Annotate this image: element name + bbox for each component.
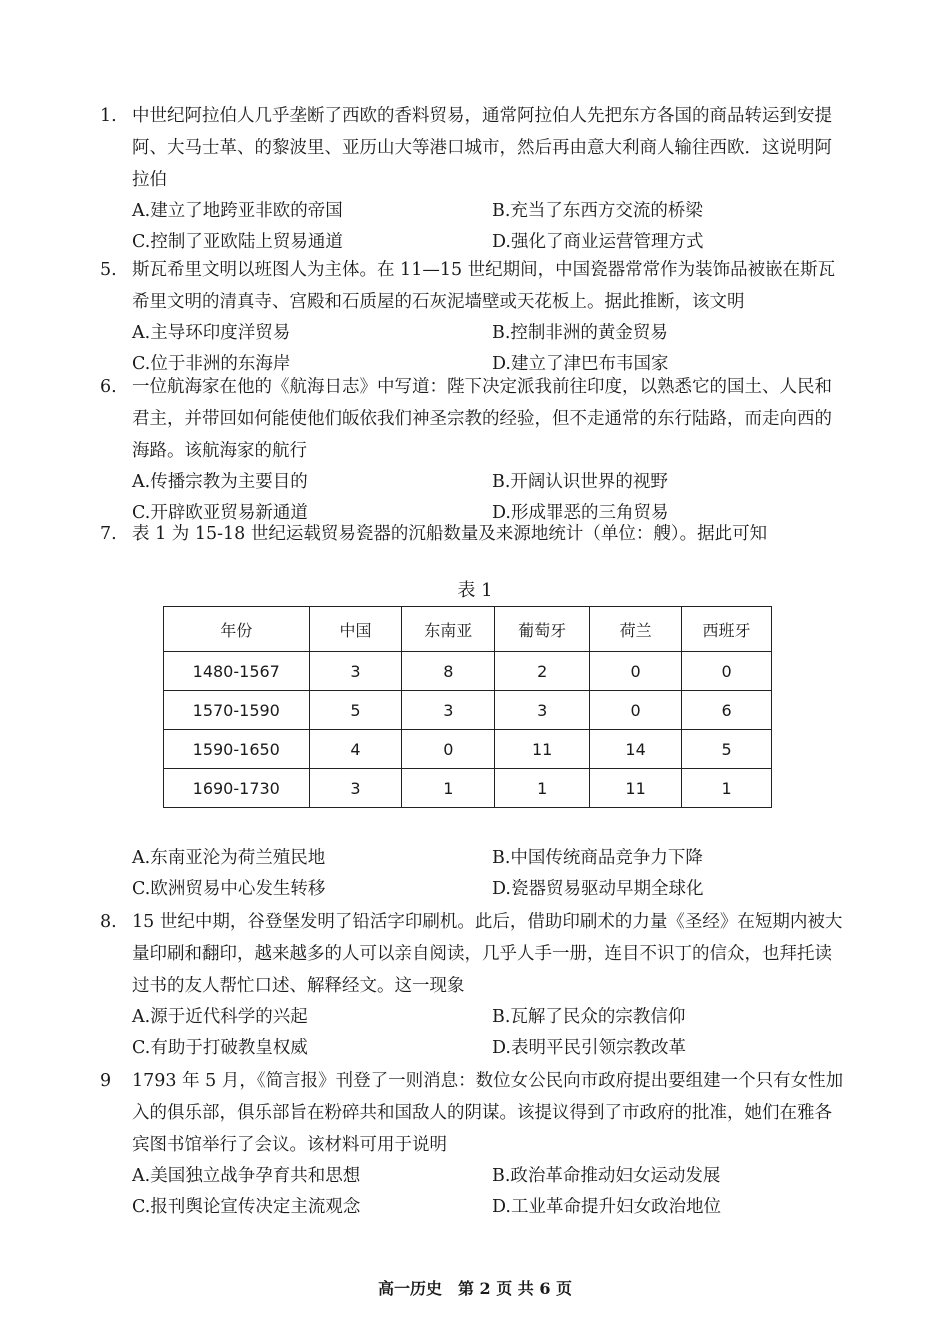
table-cell: 3 [309, 769, 402, 808]
option-b: B.开阔认识世界的视野 [492, 472, 668, 492]
page-footer: 高一历史 第 2 页 共 6 页 [377, 1279, 573, 1298]
option-a: A.主导环印度洋贸易 [132, 323, 291, 343]
option-a: A.东南亚沦为荷兰殖民地 [132, 848, 326, 868]
table-cell: 14 [590, 730, 682, 769]
table-cell: 4 [309, 730, 402, 769]
ship-table [163, 606, 772, 808]
table-cell: 0 [590, 691, 682, 730]
question-7 [100, 518, 845, 550]
option-b: B.中国传统商品竞争力下降 [492, 848, 703, 868]
option-c: C.位于非洲的东海岸 [132, 354, 291, 374]
question-text: 1793 年 5 月，《简言报》刊登了一则消息：数位女公民向市政府提出要组建一个只有女性加入的俱乐部，俱乐部旨在粉碎共和国敌人的阴谋。该提议得到了市政府的批准，她们在雅各宾图书馆举行了会议。该材料可用于说明 [132, 1071, 844, 1155]
option-c: C.欧洲贸易中心发生转移 [132, 879, 326, 899]
option-a: A.美国独立战争孕育共和思想 [132, 1166, 361, 1186]
question-text: 斯瓦希里文明以班图人为主体。在 11—15 世纪期间，中国瓷器常常作为装饰品被嵌在斯瓦希里文明的清真寺、宫殿和石质屋的石灰泥墙壁或天花板上。据此推断，该文明 [132, 260, 836, 312]
options [100, 843, 845, 905]
question-stem [100, 518, 845, 550]
options [100, 1002, 845, 1064]
table-cell: 1 [402, 769, 495, 808]
option-d: D.工业革命提升妇女政治地位 [492, 1197, 721, 1217]
question-5 [100, 254, 845, 380]
table-cell: 3 [495, 691, 590, 730]
question-stem [100, 371, 845, 467]
table-cell: 6 [682, 691, 772, 730]
table-cell: 11 [590, 769, 682, 808]
table-cell: 5 [309, 691, 402, 730]
table-cell: 1690-1730 [164, 769, 310, 808]
table-header-cell: 荷兰 [590, 607, 682, 652]
option-b: B.瓦解了民众的宗教信仰 [492, 1007, 686, 1027]
options [100, 1161, 845, 1223]
question-number: 6. [100, 377, 117, 397]
question-text: 一位航海家在他的《航海日志》中写道：陛下决定派我前往印度，以熟悉它的国土、人民和君主，并带回如何能使他们皈依我们神圣宗教的经验，但不走通常的东行陆路，而走向西的海路。该航海家的航行 [132, 377, 832, 461]
table-header-cell: 西班牙 [682, 607, 772, 652]
question-stem [100, 1065, 845, 1161]
option-a: A.建立了地跨亚非欧的帝国 [132, 201, 343, 221]
option-d: D.建立了津巴布韦国家 [492, 354, 669, 374]
table-row [164, 730, 772, 769]
question-6 [100, 371, 845, 529]
option-d: D.表明平民引领宗教改革 [492, 1038, 686, 1058]
question-number: 7. [100, 524, 117, 544]
question-stem [100, 100, 845, 196]
table-header-row [164, 607, 772, 652]
option-b: B.充当了东西方交流的桥梁 [492, 201, 703, 221]
question-9 [100, 1065, 845, 1223]
option-c: C.有助于打破教皇权威 [132, 1038, 308, 1058]
table-row [164, 652, 772, 691]
table-caption: 表 1 [457, 580, 493, 601]
option-c: C.报刊舆论宣传决定主流观念 [132, 1197, 361, 1217]
question-number: 1. [100, 106, 117, 126]
table-header-cell: 中国 [309, 607, 402, 652]
table-cell: 0 [682, 652, 772, 691]
option-c: C.开辟欧亚贸易新通道 [132, 503, 308, 523]
question-text: 15 世纪中期，谷登堡发明了铅活字印刷机。此后，借助印刷术的力量《圣经》在短期内被大量印刷和翻印，越来越多的人可以亲自阅读，几乎人手一册，连目不识丁的信众，也拜托读过书的友人帮忙口述、解释经文。这一现象 [132, 912, 843, 996]
question-1 [100, 100, 845, 258]
option-b: B.控制非洲的黄金贸易 [492, 323, 668, 343]
table-cell: 3 [402, 691, 495, 730]
table-cell: 3 [309, 652, 402, 691]
option-d: D.形成罪恶的三角贸易 [492, 503, 669, 523]
table-header-cell: 东南亚 [402, 607, 495, 652]
option-b: B.政治革命推动妇女运动发展 [492, 1166, 721, 1186]
question-text: 表 1 为 15-18 世纪运载贸易瓷器的沉船数量及来源地统计（单位：艘）。据此可知 [132, 524, 768, 544]
table-row [164, 691, 772, 730]
table-cell: 1590-1650 [164, 730, 310, 769]
table-header-cell: 葡萄牙 [495, 607, 590, 652]
question-stem [100, 906, 845, 1002]
table-cell: 8 [402, 652, 495, 691]
table-cell: 5 [682, 730, 772, 769]
table-cell: 1 [495, 769, 590, 808]
table-header-cell: 年份 [164, 607, 310, 652]
question-number: 8. [100, 912, 117, 932]
question-number: 5. [100, 260, 117, 280]
question-8 [100, 906, 845, 1064]
option-d: D.瓷器贸易驱动早期全球化 [492, 879, 704, 899]
table-cell: 0 [402, 730, 495, 769]
question-7-options [100, 843, 845, 905]
question-number: 9 [100, 1071, 112, 1091]
table-cell: 1480-1567 [164, 652, 310, 691]
table-cell: 2 [495, 652, 590, 691]
option-a: A.源于近代科学的兴起 [132, 1007, 308, 1027]
option-d: D.强化了商业运营管理方式 [492, 232, 704, 252]
table-cell: 1570-1590 [164, 691, 310, 730]
question-stem [100, 254, 845, 318]
option-a: A.传播宗教为主要目的 [132, 472, 308, 492]
options [100, 196, 845, 258]
table-row [164, 769, 772, 808]
table-cell: 11 [495, 730, 590, 769]
option-c: C.控制了亚欧陆上贸易通道 [132, 232, 343, 252]
table-cell: 1 [682, 769, 772, 808]
table-cell: 0 [590, 652, 682, 691]
question-text: 中世纪阿拉伯人几乎垄断了西欧的香料贸易，通常阿拉伯人先把东方各国的商品转运到安提阿、大马士革、的黎波里、亚历山大等港口城市，然后再由意大利商人输往西欧．这说明阿拉伯 [132, 106, 832, 190]
